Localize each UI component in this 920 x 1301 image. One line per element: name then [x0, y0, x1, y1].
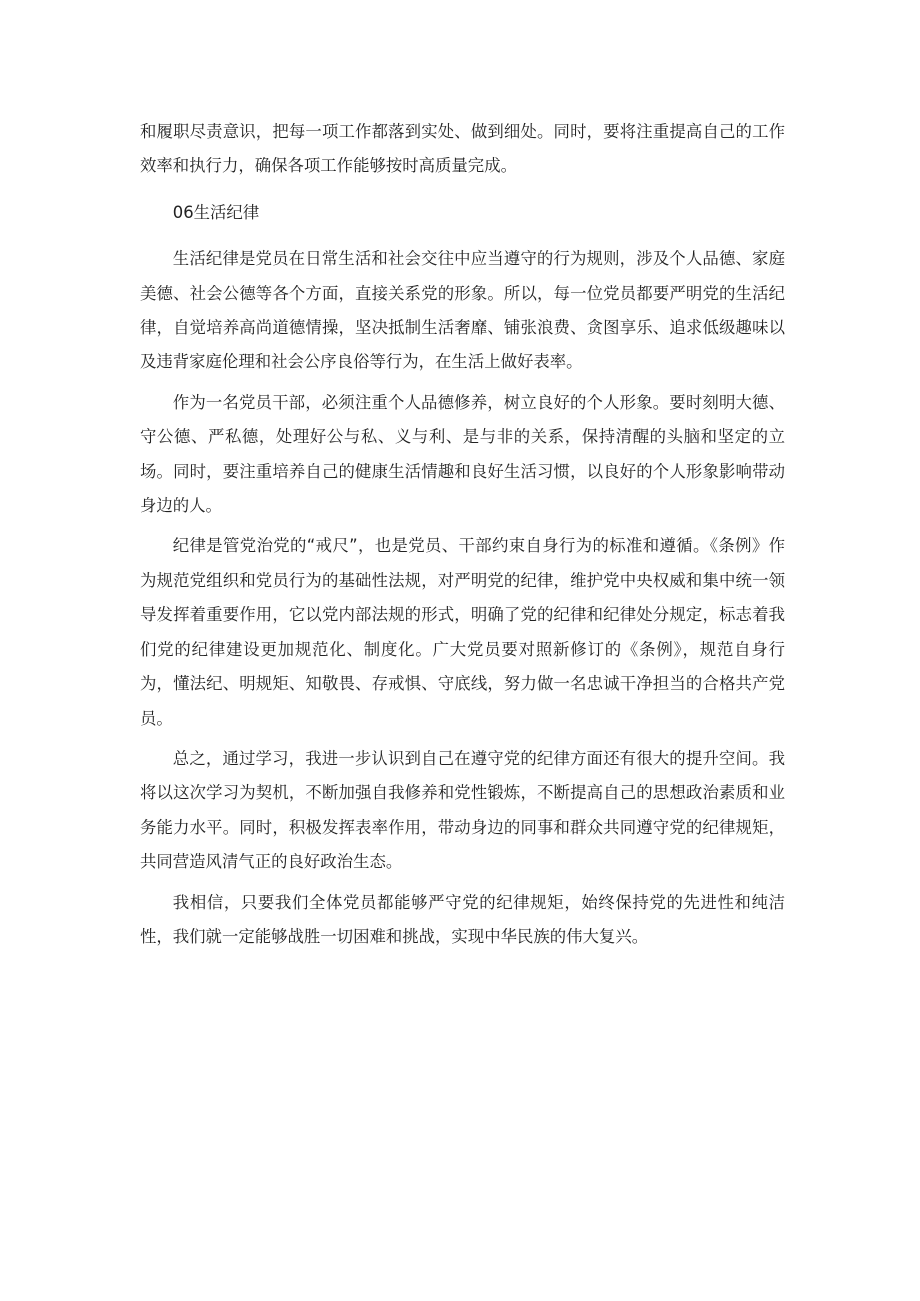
paragraph-personal-integrity: 作为一名党员干部，必须注重个人品德修养，树立良好的个人形象。要时刻明大德、守公德、严私德，处理好公与私、义与利、是与非的关系，保持清醒的头脑和坚定的立场。同时，要注重培养自己的健康生活情趣和良好生活习惯，以良好的个人形象影响带动身边的人。	[140, 392, 785, 516]
paragraph-conclusion: 我相信，只要我们全体党员都能够严守党的纪律规矩，始终保持党的先进性和纯洁性，我们就一定能够战胜一切困难和挑战，实现中华民族的伟大复兴。	[140, 892, 785, 946]
section-heading-life-discipline: 06生活纪律	[172, 202, 260, 222]
paragraph-discipline-regulations: 纪律是管党治党的“戒尺”，也是党员、干部约束自身行为的标准和遵循。《条例》作为规范党组织和党员行为的基础性法规，对严明党的纪律，维护党中央权威和集中统一领导发挥着重要作用，它以党内部法规的形式，明确了党的纪律和纪律处分规定，标志着我们党的纪律建设更加规范化、制度化。广大党员要对照新修订的《条例》，规范自身行为，懂法纪、明规矩、知敬畏、存戒惧、守底线，努力做一名忠诚干净担当的合格共产党员。	[140, 536, 785, 728]
paragraph-life-discipline: 生活纪律是党员在日常生活和社会交往中应当遵守的行为规则，涉及个人品德、家庭美德、社会公德等各个方面，直接关系党的形象。所以，每一位党员都要严明党的生活纪律，自觉培养高尚道德情操，坚决抵制生活奢靡、铺张浪费、贪图享乐、追求低级趣味以及违背家庭伦理和社会公序良俗等行为，在生活上做好表率。	[140, 249, 785, 372]
document-body	[140, 115, 785, 954]
paragraph-continuation: 和履职尽责意识，把每一项工作都落到实处、做到细处。同时，要将注重提高自己的工作效率和执行力，确保各项工作能够按时高质量完成。	[140, 122, 785, 176]
paragraph-summary: 总之，通过学习，我进一步认识到自己在遵守党的纪律方面还有很大的提升空间。我将以这次学习为契机，不断加强自我修养和党性锻炼，不断提高自己的思想政治素质和业务能力水平。同时，积极发挥表率作用，带动身边的同事和群众共同遵守党的纪律规矩，共同营造风清气正的良好政治生态。	[140, 748, 785, 872]
